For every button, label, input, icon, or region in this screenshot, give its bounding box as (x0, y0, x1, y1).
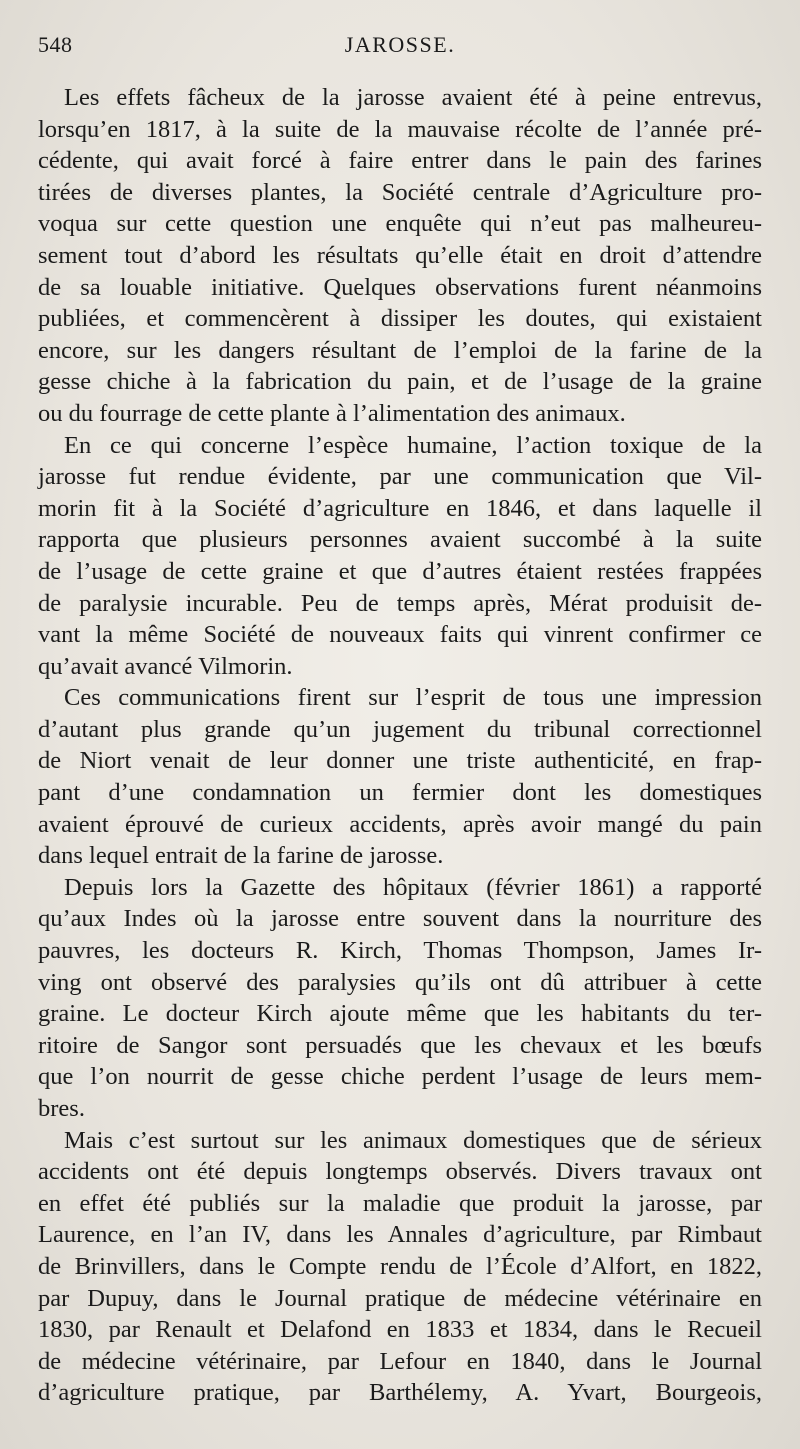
text-line: Depuis lors la Gazette des hôpitaux (février 1861) a rapporté (64, 873, 762, 901)
text-line: de Niort venait de leur donner une triste authenticité, en frap- (38, 747, 762, 775)
text-line: de Brinvillers, dans le Compte rendu de l’École d’Alfort, en 1822, (38, 1252, 762, 1280)
text-line: ving ont observé des paralysies qu’ils ont dû attribuer à cette (38, 968, 762, 996)
body-text (38, 82, 762, 1409)
text-line: en effet été publiés sur la maladie que produit la jarosse, par (38, 1189, 762, 1217)
text-line: de médecine vétérinaire, par Lefour en 1840, dans le Journal (38, 1347, 762, 1375)
text-line: qu’aux Indes où la jarosse entre souvent dans la nourriture des (38, 905, 762, 933)
text-line: 1830, par Renault et Delafond en 1833 et 1834, dans le Recueil (38, 1316, 762, 1344)
text-line: gesse chiche à la fabrication du pain, et de l’usage de la graine (38, 368, 762, 396)
text-line: vant la même Société de nouveaux faits qui vinrent confirmer ce (38, 621, 762, 649)
text-line: cédente, qui avait forcé à faire entrer dans le pain des farines (38, 147, 762, 175)
text-line: Ces communications firent sur l’esprit de tous une impression (64, 684, 762, 712)
text-line: jarosse fut rendue évidente, par une communication que Vil- (38, 463, 762, 491)
text-line: graine. Le docteur Kirch ajoute même que les habitants du ter- (38, 1000, 762, 1028)
text-line: sement tout d’abord les résultats qu’elle était en droit d’attendre (38, 241, 762, 269)
text-line: Laurence, en l’an IV, dans les Annales d’agriculture, par Rimbaut (38, 1221, 762, 1249)
paragraph (38, 82, 762, 430)
text-line: par Dupuy, dans le Journal pratique de médecine vétérinaire en (38, 1284, 762, 1312)
text-line: Les effets fâcheux de la jarosse avaient été à peine entrevus, (64, 84, 762, 111)
text-line: voqua sur cette question une enquête qui n’eut pas malheureu- (38, 210, 762, 238)
text-line: que l’on nourrit de gesse chiche perdent l’usage de leurs mem- (38, 1063, 762, 1091)
paragraph (38, 1125, 762, 1409)
text-line: En ce qui concerne l’espèce humaine, l’action toxique de la (64, 431, 762, 459)
text-line: lorsqu’en 1817, à la suite de la mauvaise récolte de l’année pré- (38, 115, 762, 143)
running-head: JAROSSE. (344, 32, 456, 57)
text-line: de sa louable initiative. Quelques observations furent néanmoins (38, 273, 762, 301)
page-number: 548 (38, 32, 73, 57)
text-line: d’autant plus grande qu’un jugement du tribunal correctionnel (38, 715, 762, 743)
text-line: accidents ont été depuis longtemps observés. Divers travaux ont (38, 1158, 762, 1186)
text-line: publiées, et commencèrent à dissiper les doutes, qui existaient (38, 305, 762, 333)
text-line: de l’usage de cette graine et que d’autres étaient restées frappées (38, 557, 762, 585)
page-header (38, 32, 762, 66)
paragraph (38, 430, 762, 683)
text-line: morin fit à la Société d’agriculture en 1846, et dans laquelle il (38, 494, 762, 522)
text-line: bres. (38, 1095, 85, 1122)
text-line: d’agriculture pratique, par Barthélemy, A. Yvart, Bourgeois, (38, 1379, 762, 1407)
text-line: de paralysie incurable. Peu de temps après, Mérat produisit de- (38, 589, 762, 617)
paragraph (38, 872, 762, 1125)
text-line: ritoire de Sangor sont persuadés que les chevaux et les bœufs (38, 1031, 762, 1059)
paragraph (38, 682, 762, 872)
text-line: rapporta que plusieurs personnes avaient succombé à la suite (38, 526, 762, 554)
text-line: pant d’une condamnation un fermier dont les domestiques (38, 779, 762, 807)
text-line: dans lequel entrait de la farine de jarosse. (38, 842, 444, 870)
text-line: Mais c’est surtout sur les animaux domestiques que de sérieux (64, 1126, 762, 1154)
text-line: qu’avait avancé Vilmorin. (38, 652, 293, 680)
text-line: encore, sur les dangers résultant de l’emploi de la farine de la (38, 336, 762, 364)
text-line: avaient éprouvé de curieux accidents, après avoir mangé du pain (38, 810, 762, 838)
text-line: pauvres, les docteurs R. Kirch, Thomas Thompson, James Ir- (38, 937, 762, 965)
text-line: tirées de diverses plantes, la Société centrale d’Agriculture pro- (38, 178, 762, 206)
text-line: ou du fourrage de cette plante à l’alimentation des animaux. (38, 399, 626, 427)
